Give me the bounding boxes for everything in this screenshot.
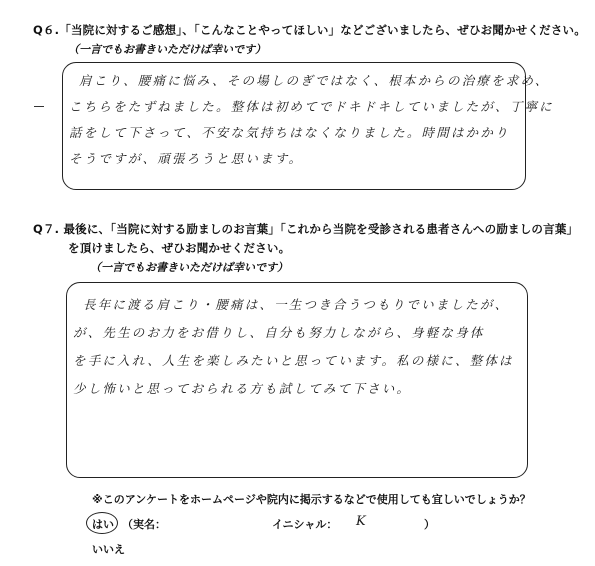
initial-value: K — [356, 514, 368, 529]
q6-answer-box — [62, 62, 554, 190]
q6-answer-line: 肩こり、腰痛に悩み、その場しのぎではなく、根本からの治療を求め、 — [79, 73, 550, 88]
q6-answer-line: そうですが、頑張ろうと思います。 — [69, 151, 304, 166]
q7-title-line1: Q７. 最後に、「当院に対する励ましのお言葉」「これから当院を受診される患者さんへの励ましの言葉」 — [33, 222, 579, 236]
q6-answer-line: こちらをたずねました。整体は初めてでドキドキしていましたが、丁寧に — [69, 99, 554, 114]
q7-answer-line: 少し怖いと思っておられる方も試してみて下さい。 — [73, 381, 412, 396]
consent-question: ※このアンケートをホームページや院内に掲示するなどで使用しても宜しいでしょうか？ — [92, 493, 531, 506]
initial-label: イニシャル： — [272, 518, 338, 531]
consent-no-option[interactable]: いいえ — [92, 543, 125, 556]
q7-note: （一言でもお書きいただけば幸いです） — [90, 261, 288, 274]
q7-answer-line: 長年に渡る肩こり・腰痛は、一生つき合うつもりでいましたが、 — [83, 297, 510, 312]
q7-title-line2: を頂けましたら、ぜひお聞かせください。 — [68, 241, 291, 255]
q6-title: Q６.「当院に対するご感想」、「こんなことやってほしい」などございましたら、ぜひお聞かせください。 — [33, 23, 586, 37]
q7-answer-line: が、先生のお力をお借りし、自分も努力しながら、身軽な身体 — [73, 325, 485, 340]
q6-note: （一言でもお書きいただけば幸いです） — [68, 43, 266, 56]
q6-answer-line: 話をして下さって、不安な気持ちはなくなりました。時間はかかり — [69, 125, 510, 140]
realname-label: （実名： — [122, 518, 166, 531]
dash-mark — [34, 106, 44, 107]
q7-answer-box — [66, 282, 528, 478]
consent-yes-option[interactable]: はい — [92, 518, 114, 531]
q7-answer-line: を手に入れ、人生を楽しみたいと思っています。私の様に、整体は — [73, 353, 514, 368]
close-paren: ） — [424, 518, 435, 531]
